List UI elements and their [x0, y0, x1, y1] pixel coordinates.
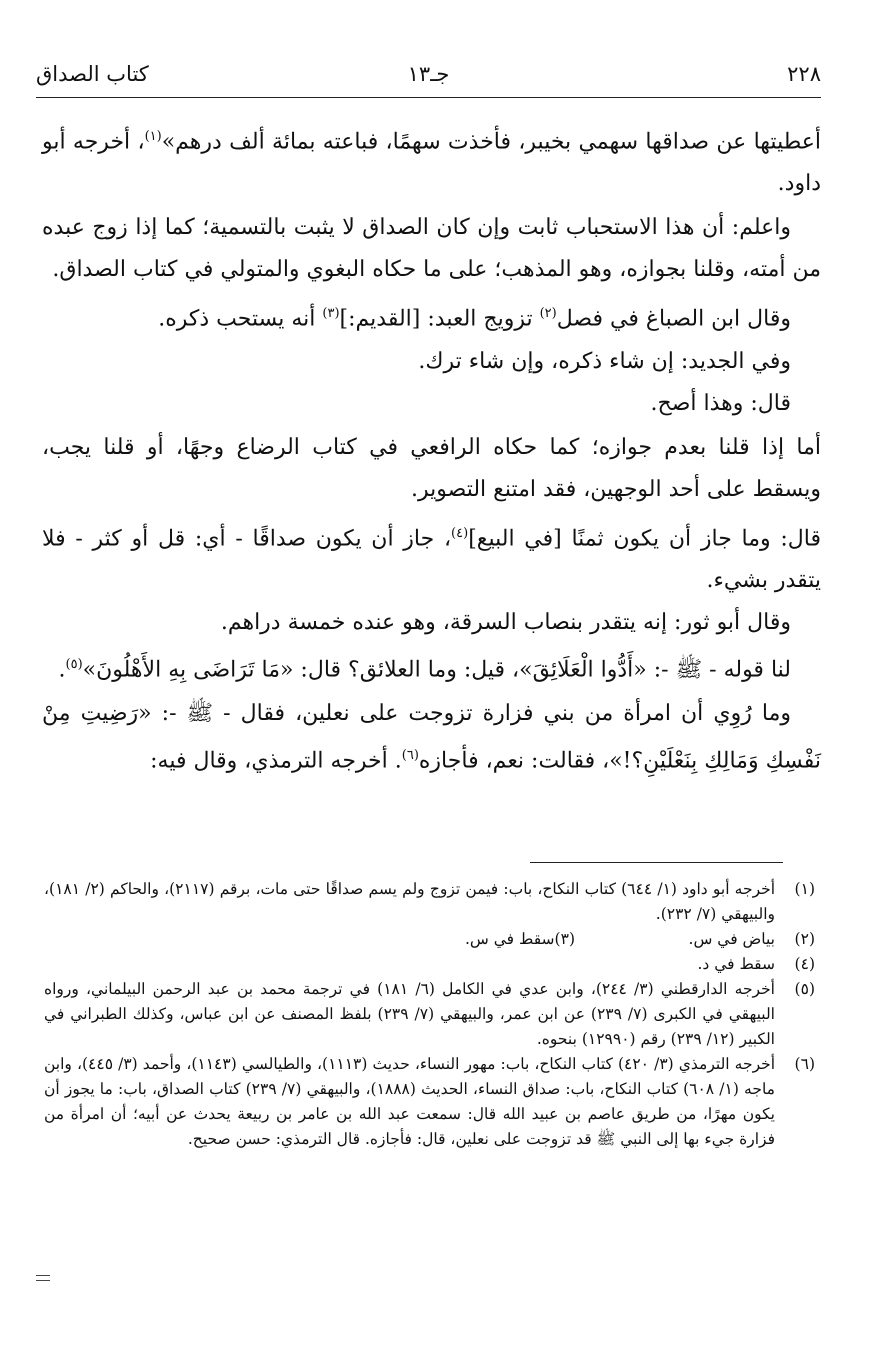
main-text — [42, 116, 821, 783]
footnote-ref: (٣) — [322, 306, 340, 322]
footnote — [44, 877, 815, 927]
running-header — [36, 52, 821, 92]
paragraph: واعلم: أن هذا الاستحباب ثابت وإن كان الصداق لا يثبت بالتسمية؛ كما إذا زوج عبده من أمته، وقلنا بجوازه، وهو المذهب؛ على ما حكاه البغوي والمتولي في كتاب الصداق. — [42, 215, 821, 283]
paragraph: قال: وما جاز أن يكون ثمنًا [في البيع]$^{(٤)}$، جاز أن يكون صداقًا - أي: قل أو كثر - فلا يتقدر بشيء. — [42, 525, 821, 593]
paragraph: أعطيتها عن صداقها سهمي بخيبر، فأخذت سهمًا، فباعته بمائة ألف درهم»$^{(١)}$، أخرجه أبو داود. — [42, 129, 821, 197]
paragraph: وقال ابن الصباغ في فصل$^{(٢)}$ تزويج العبد: [القديم:]$^{(٣)}$ أنه يستحب ذكره. — [158, 306, 791, 332]
paragraph: أما إذا قلنا بعدم جوازه؛ كما حكاه الرافعي في كتاب الرضاع وجهًا، أو قلنا يجب، ويسقط على أحد الوجهين، فقد امتنع التصوير. — [42, 434, 821, 502]
footnote-text: أخرجه أبو داود (١/ ٦٤٤) كتاب النكاح، باب: فيمن تزوج ولم يسم صداقًا حتى مات، برقم (٢١١٧)، والحاكم (٢/ ١٨١)، والبيهقي (٧/ ٢٣٢). — [44, 880, 776, 923]
footnote — [44, 1052, 815, 1152]
footnote-rule — [530, 862, 783, 863]
footnote-number: (٤) — [794, 955, 815, 973]
footnote-ref: (٢) — [539, 306, 557, 322]
paragraph: وفي الجديد: إن شاء ذكره، وإن شاء ترك. — [418, 348, 791, 374]
footnote-ref: (١) — [144, 129, 162, 144]
footnote-text: سقط في د. — [697, 955, 775, 973]
footnote-ref: (٦) — [401, 748, 419, 764]
paragraph: لنا قوله - ﷺ -: «أَدُّوا الْعَلَائِقَ»، قيل: وما العلائق؟ قال: «مَا تَرَاضَى بِهِ الأَهْلُونَ»$^{(٥)}$. — [58, 656, 791, 683]
footnote-text: بياض في س. — [688, 930, 775, 948]
footnote-number: (٦) — [794, 1055, 815, 1073]
paragraph: وقال أبو ثور: إنه يتقدر بنصاب السرقة، وهو عنده خمسة دراهم. — [220, 609, 791, 635]
footnote-text: أخرجه الدارقطني (٣/ ٢٤٤)، وابن عدي في الكامل (٦/ ١٨١) في ترجمة محمد بن عبد الرحمن البيلماني، ورواه البيهقي في الكبرى (٧/ ٢٣٩) عن ابن عمر، والبيهقي (٧/ ٢٣٩) بلفظ المصنف عن ابن عباس، وكذلك الطبراني في الكبير (١٢/ ٢٣٩) رقم (١٢٩٩٠) بنحوه. — [44, 980, 775, 1048]
volume-label: جـ١٣ — [407, 62, 450, 86]
footnote-text: أخرجه الترمذي (٣/ ٤٢٠) كتاب النكاح، باب: مهور النساء، حديث (١١١٣)، والطيالسي (١١٤٣)، وأحمد (٣/ ٤٤٥)، وابن ماجه (١/ ٦٠٨) كتاب النكاح، باب: صداق النساء، الحديث (١٨٨٨)، والبيهقي (٧/ ٢٣٩) كتاب الصداق، باب: ما يجوز أن يكون مهرًا، من طريق عاصم بن عبيد الله قال: سمعت عبد الله بن عامر بن ربيعة يحدث عن أبيه؛ أن امرأة من فزارة جيء بها إلى النبي ﷺ قد تزوجت على نعلين، قال: فأجازه. قال الترمذي: حسن صحيح. — [44, 1055, 776, 1148]
footnote-ref: (٤) — [451, 525, 469, 541]
footnote-number: (٥) — [794, 980, 815, 998]
footnote-ref: (٥) — [65, 656, 83, 672]
page-number: ٢٢٨ — [787, 62, 821, 86]
footnote — [44, 952, 815, 977]
footnote — [44, 927, 815, 952]
footnote — [44, 977, 815, 1052]
footnote-number: (٣) — [554, 930, 575, 948]
footnote-number: (٢) — [794, 930, 815, 948]
footnotes — [44, 877, 815, 1152]
paragraph: قال: وهذا أصح. — [650, 390, 791, 416]
margin-mark — [36, 1275, 50, 1276]
footnote-number: (١) — [794, 880, 815, 898]
header-rule — [36, 97, 821, 98]
paragraph: وما رُوِي أن امرأة من بني فزارة تزوجت على نعلين، فقال - ﷺ -: «رَضِيتِ مِنْ نَفْسِكِ وَمَالِكِ بِنَعْلَيْنِ؟!»، فقالت: نعم، فأجازه$^{(٦)}$. أخرجه الترمذي، وقال فيه: — [42, 701, 821, 774]
chapter-title: كتاب الصداق — [36, 62, 149, 86]
footnote-text: سقط في س. — [464, 930, 555, 948]
